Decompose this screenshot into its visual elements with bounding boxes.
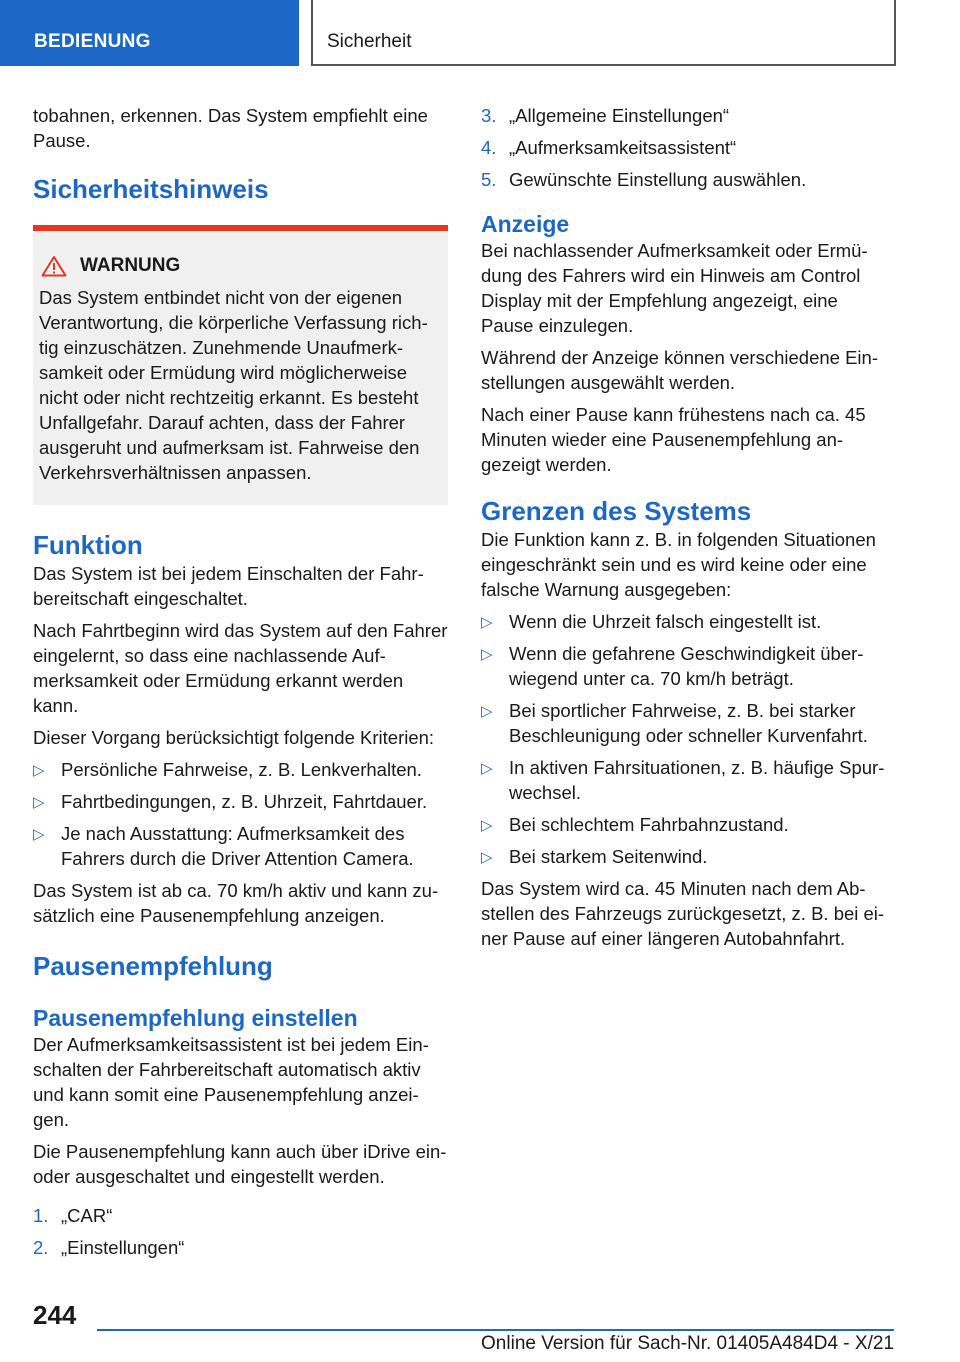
warning-title: WARNUNG — [80, 255, 181, 276]
list-item: 5. Gewünschte Einstellung auswählen. — [481, 169, 807, 190]
steps-list-left — [33, 1203, 448, 1260]
intro-text: tobahnen, erkennen. Das System empfiehlt eine Pause. — [33, 105, 428, 151]
bullet-triangle-icon: ▷ — [33, 826, 45, 843]
display-heading: Anzeige — [481, 211, 570, 237]
bullet-triangle-icon: ▷ — [481, 646, 493, 663]
limits-paragraph-1: Die Funktion kann z. B. in folgenden Situationen eingeschränkt sein und es wird keine oder eine falsche Warnung ausgegeben: — [481, 529, 876, 600]
pause-paragraph-1: Der Aufmerksamkeitsassistent ist bei jedem Einschalten der Fahrbereitschaft automatisch aktiv und kann somit eine Pausenempfehlung anzeigen. — [33, 1034, 429, 1130]
pause-paragraph-2: Die Pausenempfehlung kann auch über iDrive ein- oder ausgeschaltet und eingestellt werden. — [33, 1141, 447, 1187]
list-item: 3. „Allgemeine Einstellungen“ — [481, 105, 730, 126]
chapter-title: Sicherheit — [311, 0, 896, 66]
bullet-triangle-icon: ▷ — [33, 794, 45, 811]
list-item: ▷ Wenn die Uhrzeit falsch eingestellt ist. — [481, 609, 893, 634]
list-item: ▷ Je nach Ausstattung: Aufmerksamkeit des Fahrers durch die Driver Attention Camera. — [33, 823, 414, 869]
display-paragraph-3: Nach einer Pause kann frühestens nach ca. 45 Minuten wieder eine Pausenempfehlung angezeigt werden. — [481, 404, 866, 475]
list-item: 1. „CAR“ — [33, 1205, 113, 1226]
bullet-triangle-icon: ▷ — [33, 762, 45, 779]
limits-heading: Grenzen des Systems — [481, 496, 752, 526]
bullet-triangle-icon: ▷ — [481, 760, 493, 777]
criteria-list — [33, 757, 448, 871]
function-paragraph-4: Das System ist ab ca. 70 km/h aktiv und kann zusätzlich eine Pausenempfehlung anzeigen. — [33, 880, 439, 926]
left-column — [33, 103, 448, 1267]
bullet-triangle-icon: ▷ — [481, 614, 493, 631]
warning-header — [39, 253, 440, 278]
list-item: ▷ Wenn die gefahrene Geschwindigkeit überwiegend unter ca. 70 km/h beträgt. — [481, 643, 864, 689]
function-heading: Funktion — [33, 530, 143, 560]
list-item: 2. „Einstellungen“ — [33, 1237, 185, 1258]
right-column — [481, 103, 893, 958]
list-item: ▷ Bei schlechtem Fahrbahnzustand. — [481, 812, 893, 837]
list-item: ▷ Fahrtbedingungen, z. B. Uhrzeit, Fahrtdauer. — [33, 789, 448, 814]
function-paragraph-2: Nach Fahrtbeginn wird das System auf den Fahrer eingelernt, so dass eine nachlassende Aufmerksamkeit oder Ermüdung erkannt werden kann. — [33, 620, 448, 716]
warning-triangle-icon — [41, 255, 67, 277]
bullet-triangle-icon: ▷ — [481, 849, 493, 866]
safety-heading: Sicherheitshinweis — [33, 174, 269, 204]
display-paragraph-1: Bei nachlassender Aufmerksamkeit oder Ermüdung des Fahrers wird ein Hinweis am Control Display mit der Empfehlung angezeigt, eine Pause einzulegen. — [481, 240, 868, 336]
list-item: ▷ In aktiven Fahrsituationen, z. B. häufige Spurwechsel. — [481, 757, 885, 803]
display-paragraph-2: Während der Anzeige können verschiedene Einstellungen ausgewählt werden. — [481, 347, 878, 393]
limits-list — [481, 609, 893, 869]
list-item: ▷ Bei starkem Seitenwind. — [481, 844, 893, 869]
section-tab: BEDIENUNG — [0, 0, 299, 66]
list-item: 4. „Aufmerksamkeitsassistent“ — [481, 137, 737, 158]
pause-settings-heading: Pausenempfehlung einstellen — [33, 1005, 358, 1031]
function-paragraph-1: Das System ist bei jedem Einschalten der Fahrbereitschaft eingeschaltet. — [33, 563, 424, 609]
list-item: ▷ Persönliche Fahrweise, z. B. Lenkverhalten. — [33, 757, 448, 782]
page-number: 244 — [33, 1300, 77, 1330]
bullet-triangle-icon: ▷ — [481, 703, 493, 720]
footer-divider — [97, 1329, 894, 1331]
function-paragraph-3: Dieser Vorgang berücksichtigt folgende Kriterien: — [33, 727, 435, 748]
warning-text: Das System entbindet nicht von der eigenen Verantwortung, die körperliche Verfassung richtig einzuschätzen. Zunehmende Unaufmerksamkeit oder Ermüdung wird möglicherweise nicht oder nicht rechtzeitig erkannt. Es besteht Unfallgefahr. Darauf achten, dass der Fahrer ausgeruht und aufmerksam ist. Fahrweise den Verkehrsverhältnissen anpassen. — [39, 287, 428, 483]
bullet-triangle-icon: ▷ — [481, 817, 493, 834]
warning-box — [33, 225, 448, 505]
list-item: ▷ Bei sportlicher Fahrweise, z. B. bei starker Beschleunigung oder schneller Kurvenfahrt. — [481, 700, 868, 746]
steps-list-right — [481, 103, 893, 192]
footer-text: Online Version für Sach-Nr. 01405A484D4 - X/21 — [481, 1333, 894, 1354]
limits-paragraph-2: Das System wird ca. 45 Minuten nach dem Abstellen des Fahrzeugs zurückgesetzt, z. B. bei einer Pause auf einer längeren Autobahnfahrt. — [481, 878, 885, 949]
pause-heading: Pausenempfehlung — [33, 951, 273, 981]
